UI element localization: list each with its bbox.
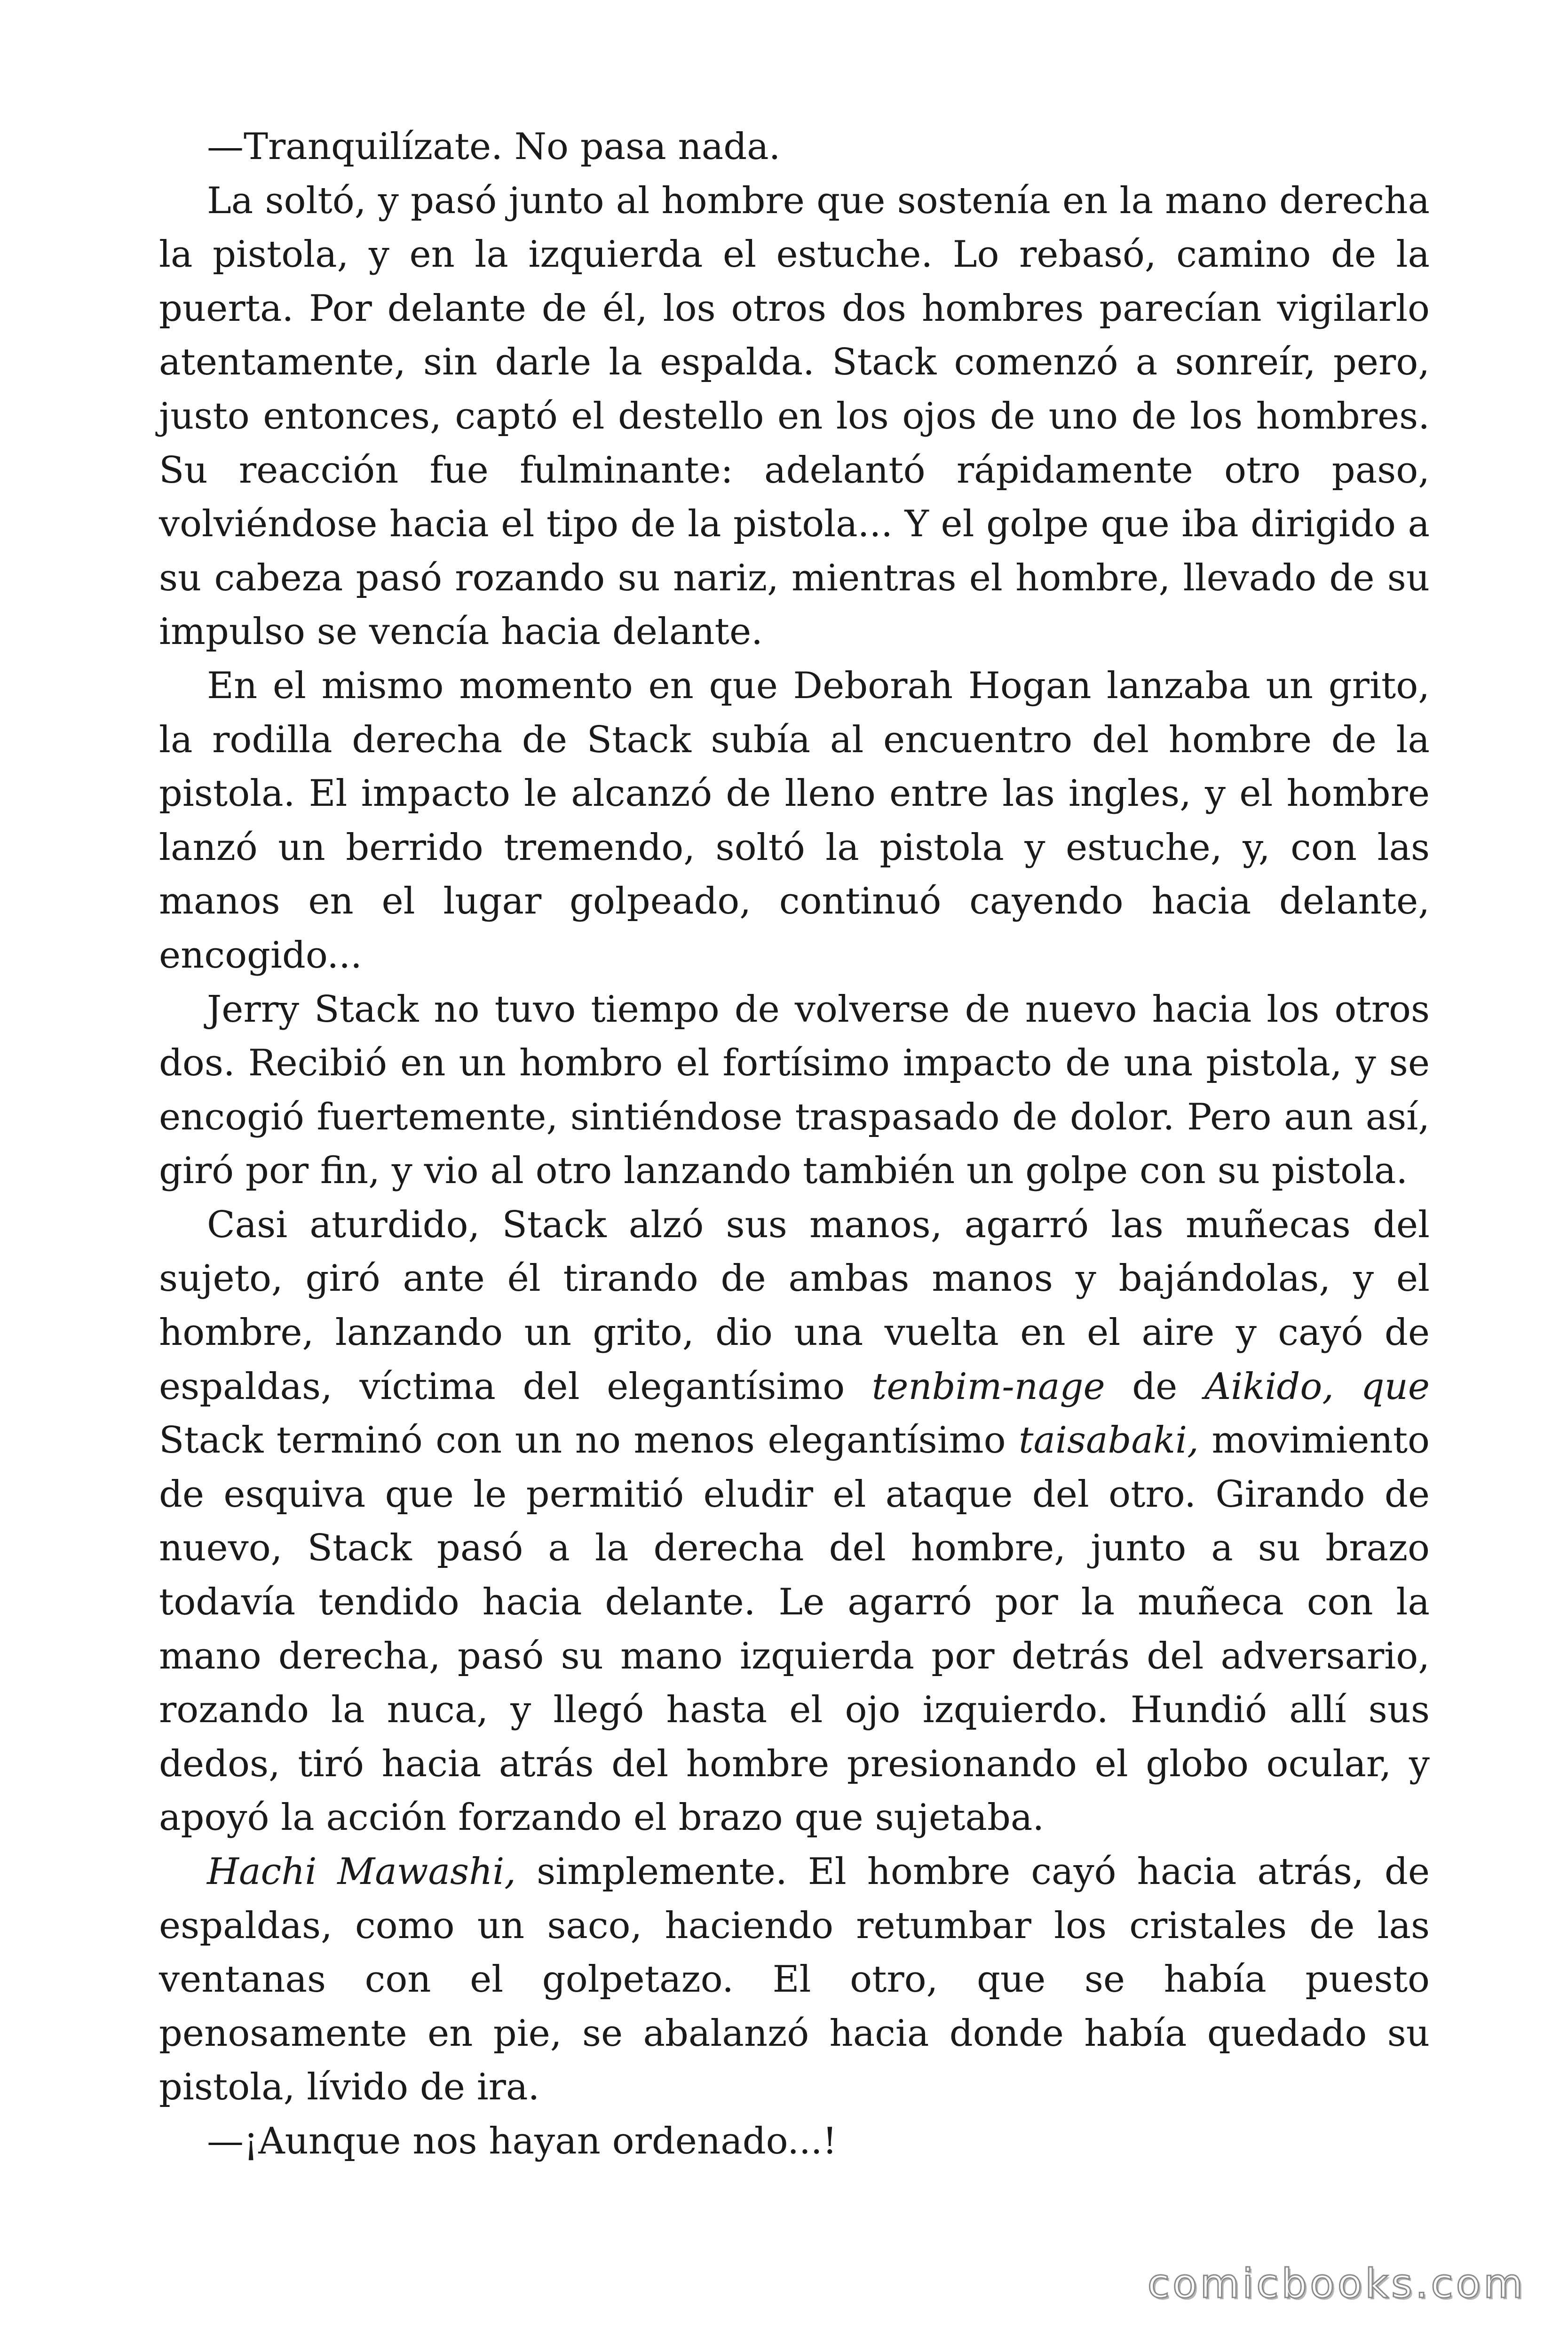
paragraph: Casi aturdido, Stack alzó sus manos, agarró las muñecas del sujeto, giró ante él tirando de ambas manos y bajándolas, y el hombre, lanzando un grito, dio una vuelta en el aire y cayó de espaldas, víctima del elegantísimo tenbim-nage de Aikido, que Stack terminó con un no menos elegantísimo taisabaki, movimiento de esquiva que le permitió eludir el ataque del otro. Girando de nuevo, Stack pasó a la derecha del hombre, junto a su brazo todavía tendido hacia delante. Le agarró por la muñeca con la mano derecha, pasó su mano izquierda por detrás del adversario, rozando la nuca, y llegó hasta el ojo izquierdo. Hundió allí sus dedos, tiró hacia atrás del hombre presionando el globo ocular, y apoyó la acción forzando el brazo que sujetaba. xyxy=(159,1203,1430,1839)
paragraph: En el mismo momento en que Deborah Hogan lanzaba un grito, la rodilla derecha de Stack subía al encuentro del hombre de la pistola. El impacto le alcanzó de lleno entre las ingles, y el hombre lanzó un berrido tremendo, soltó la pistola y estuche, y, con las manos en el lugar golpeado, continuó cayendo hacia delante, encogido... xyxy=(159,664,1430,977)
italic-term: taisabaki, xyxy=(1019,1419,1199,1462)
watermark: comicbooks.com xyxy=(1147,2260,1526,2307)
body-text xyxy=(159,120,1430,2169)
italic-term: Hachi Mawashi, xyxy=(207,1851,516,1893)
italic-term: tenbim-nage xyxy=(871,1365,1105,1408)
italic-term: Aikido, que xyxy=(1204,1365,1430,1408)
paragraph: —¡Aunque nos hayan ordenado...! xyxy=(207,2120,837,2162)
paragraph: Hachi Mawashi, simplemente. El hombre cayó hacia atrás, de espaldas, como un saco, haciendo retumbar los cristales de las ventanas con el golpetazo. El otro, que se había puesto penosamente en pie, se abalanzó hacia donde había quedado su pistola, lívido de ira. xyxy=(159,1851,1430,2109)
paragraph: —Tranquilízate. No pasa nada. xyxy=(207,126,781,168)
paragraph: Jerry Stack no tuvo tiempo de volverse de nuevo hacia los otros dos. Recibió en un hombro el fortísimo impacto de una pistola, y se encogió fuertemente, sintiéndose traspasado de dolor. Pero aun así, giró por fin, y vio al otro lanzando también un golpe con su pistola. xyxy=(159,988,1430,1192)
paragraph: La soltó, y pasó junto al hombre que sostenía en la mano derecha la pistola, y en la izquierda el estuche. Lo rebasó, camino de la puerta. Por delante de él, los otros dos hombres parecían vigilarlo atentamente, sin darle la espalda. Stack comenzó a sonreír, pero, justo entonces, captó el destello en los ojos de uno de los hombres. Su reacción fue fulminante: adelantó rápidamente otro paso, volviéndose hacia el tipo de la pistola... Y el golpe que iba dirigido a su cabeza pasó rozando su nariz, mientras el hombre, llevado de su impulso se vencía hacia delante. xyxy=(159,179,1430,653)
